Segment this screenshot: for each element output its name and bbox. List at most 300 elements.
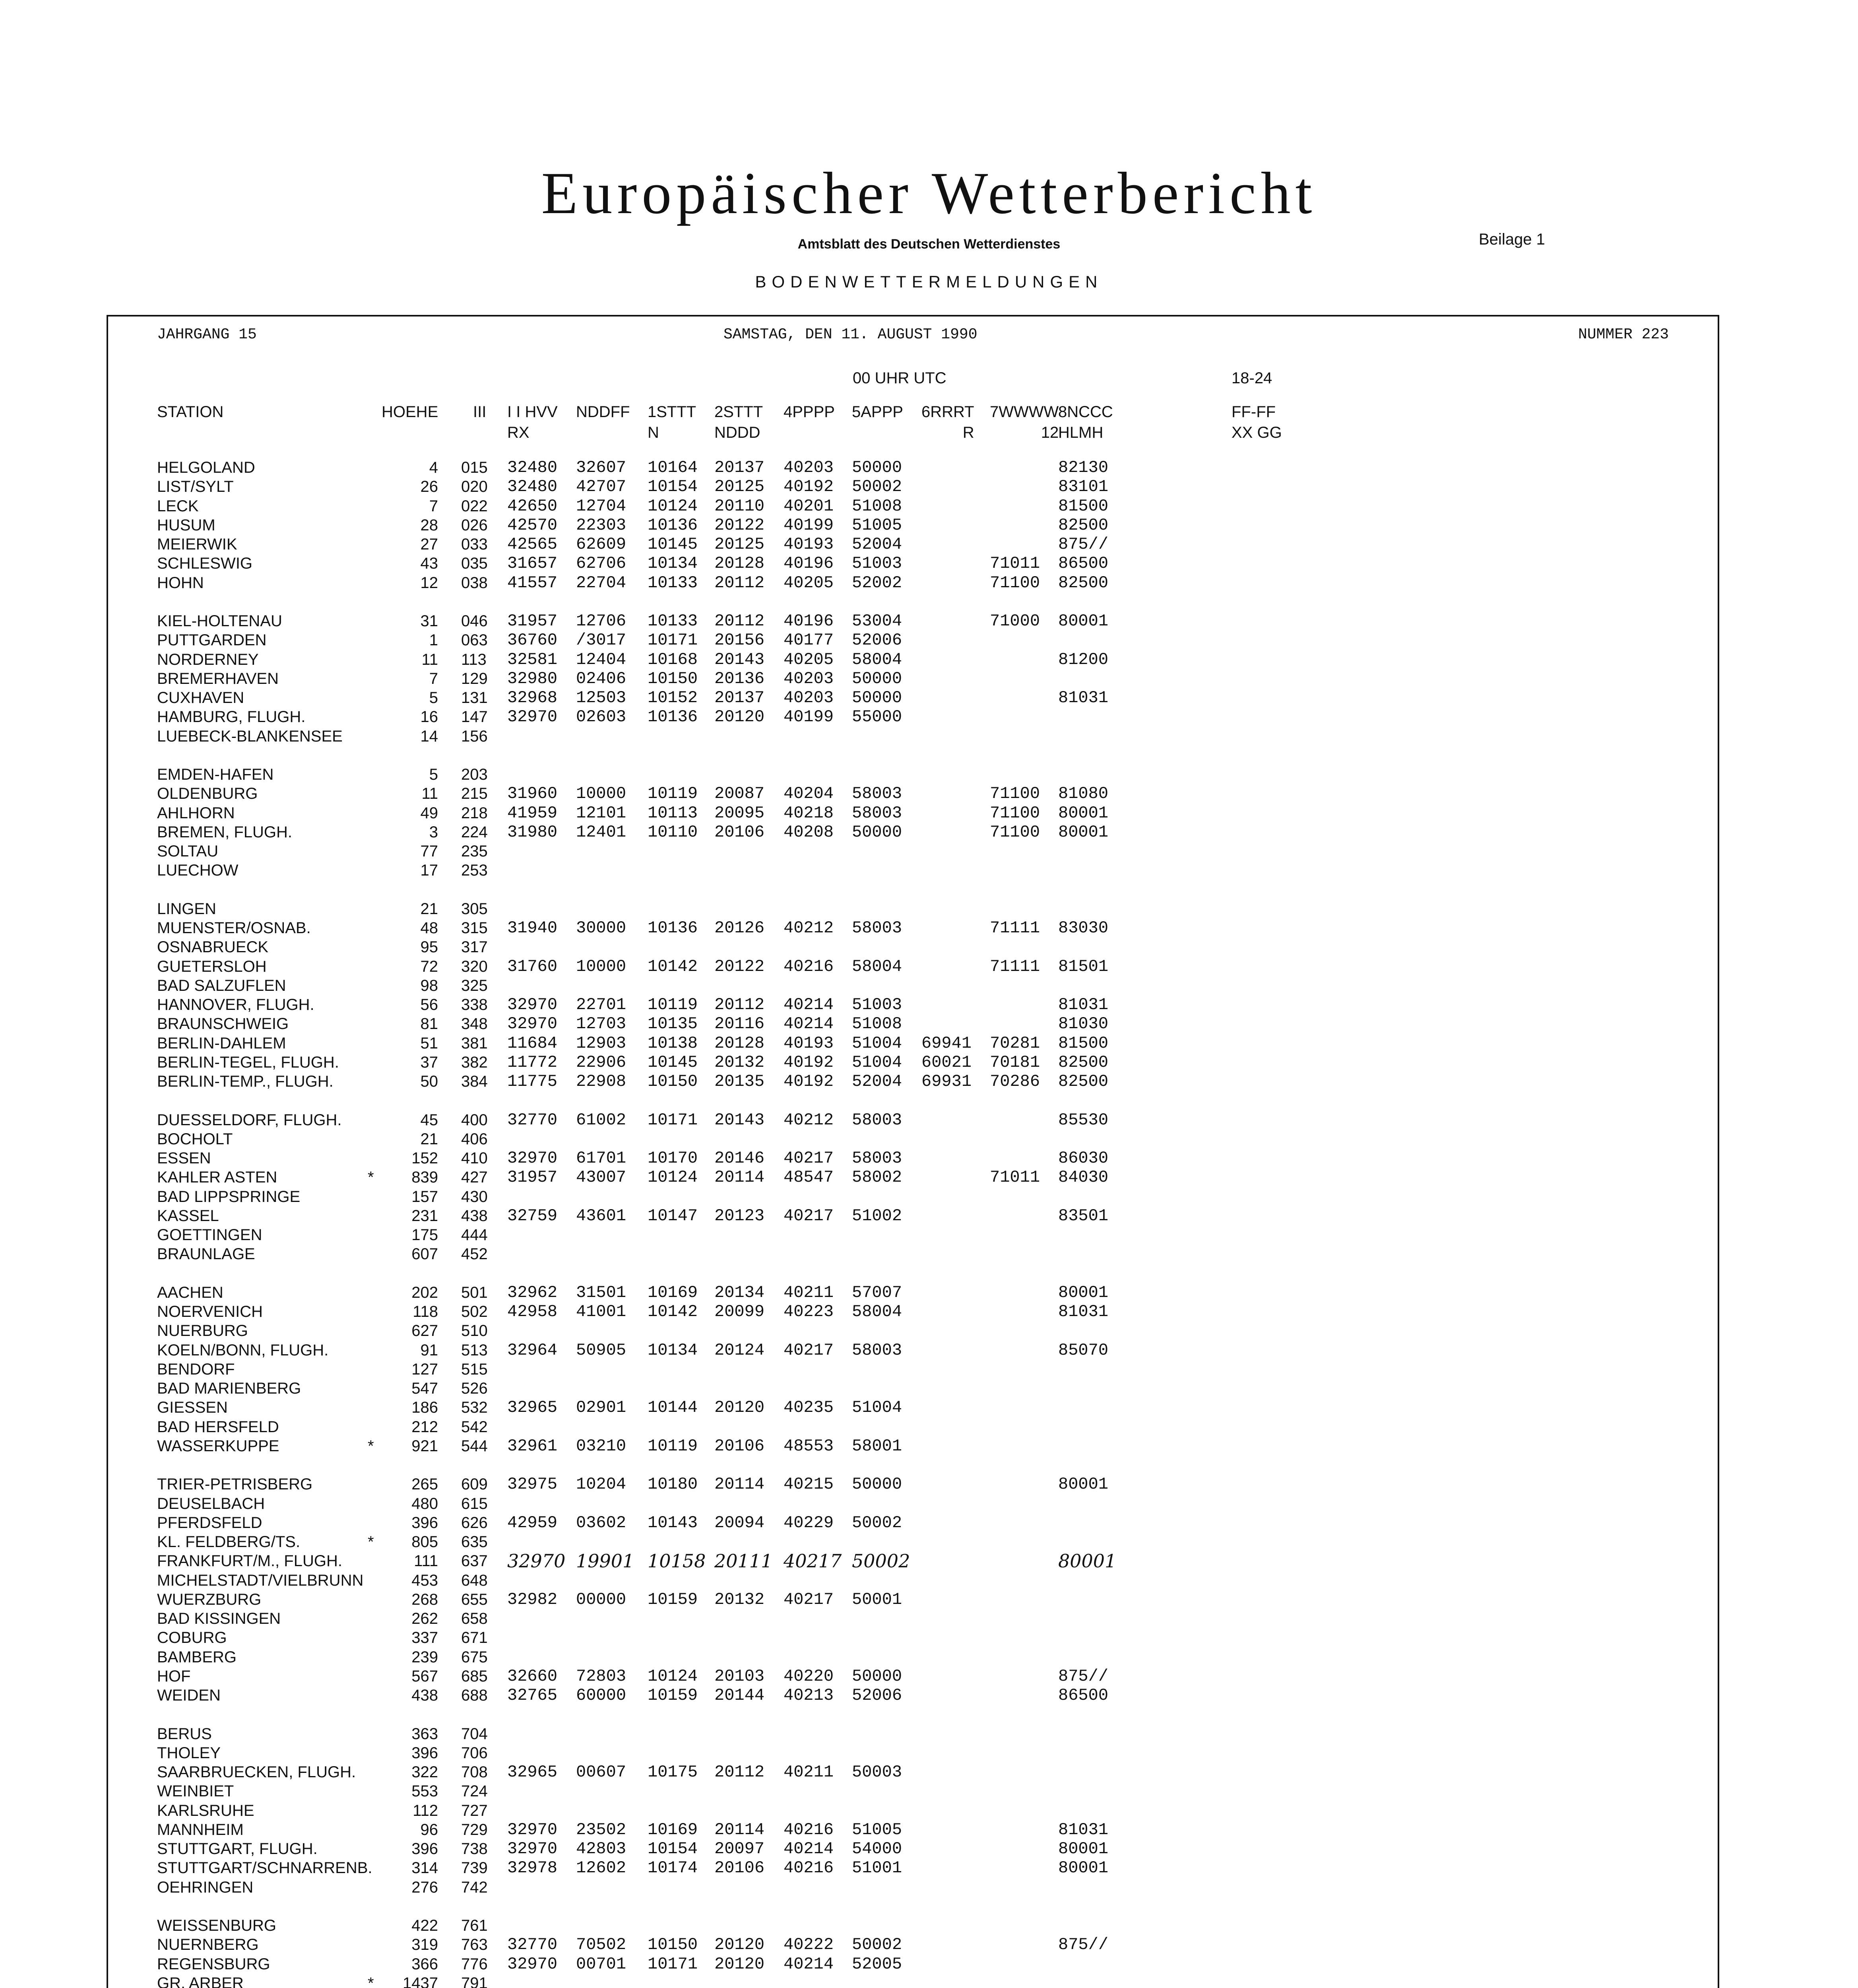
station-hoehe: 839 bbox=[411, 1169, 438, 1186]
val-hvv: 32759 bbox=[507, 1206, 558, 1225]
val-1sttt: 10171 bbox=[648, 1110, 698, 1130]
station-name: BAD SALZUFLEN bbox=[157, 977, 286, 994]
station-name: BOCHOLT bbox=[157, 1130, 233, 1148]
station-hoehe: 322 bbox=[411, 1763, 438, 1781]
mountain-marker: * bbox=[368, 1974, 374, 1988]
val-4pppp: 48547 bbox=[784, 1168, 834, 1187]
table-row bbox=[0, 1206, 1858, 1225]
val-nddff: 19901 bbox=[576, 1550, 634, 1572]
val-2sttt: 20112 bbox=[714, 1763, 765, 1782]
val-nddff: 12704 bbox=[576, 496, 626, 516]
station-name: TRIER-PETRISBERG bbox=[157, 1475, 313, 1493]
table-row bbox=[0, 612, 1858, 631]
val-nddff: 03210 bbox=[576, 1436, 626, 1456]
val-hvv: 32970 bbox=[507, 1954, 558, 1974]
val-8nccc: 80001 bbox=[1058, 1283, 1109, 1302]
station-name: HANNOVER, FLUGH. bbox=[157, 996, 314, 1013]
station-hoehe: 805 bbox=[411, 1533, 438, 1551]
val-4pppp: 40229 bbox=[784, 1513, 834, 1532]
station-hoehe: 438 bbox=[411, 1687, 438, 1704]
table-row bbox=[0, 1437, 1858, 1456]
val-8nccc: 875// bbox=[1058, 535, 1109, 554]
station-hoehe: 567 bbox=[411, 1667, 438, 1685]
table-row bbox=[0, 1168, 1858, 1187]
station-iii: 708 bbox=[461, 1763, 488, 1781]
val-8nccc: 82130 bbox=[1058, 458, 1109, 477]
val-2sttt: 20114 bbox=[714, 1475, 765, 1494]
val-2sttt: 20137 bbox=[714, 458, 765, 477]
val-1sttt: 10171 bbox=[648, 631, 698, 650]
val-5appp: 51004 bbox=[852, 1052, 902, 1072]
val-5appp: 51001 bbox=[852, 1858, 902, 1878]
station-hoehe: 14 bbox=[420, 727, 438, 745]
station-name: NOERVENICH bbox=[157, 1303, 263, 1320]
val-4pppp: 40211 bbox=[784, 1763, 834, 1782]
station-hoehe: 37 bbox=[420, 1053, 438, 1071]
val-4pppp: 40214 bbox=[784, 1014, 834, 1034]
station-iii: 381 bbox=[461, 1034, 488, 1052]
val-6rrrt: 69931 bbox=[921, 1072, 972, 1091]
val-5appp: 51008 bbox=[852, 1014, 902, 1034]
val-nddff: 12401 bbox=[576, 822, 626, 842]
val-2sttt: 20128 bbox=[714, 554, 765, 573]
table-row bbox=[0, 1283, 1858, 1302]
val-nddff: 31501 bbox=[576, 1283, 626, 1302]
val-nddff: 61701 bbox=[576, 1149, 626, 1168]
val-5appp: 50001 bbox=[852, 1590, 902, 1609]
val-nddff: 22701 bbox=[576, 995, 626, 1014]
val-1sttt: 10152 bbox=[648, 688, 698, 707]
station-iii: 510 bbox=[461, 1322, 488, 1340]
val-2sttt: 20156 bbox=[714, 631, 765, 650]
val-1sttt: 10150 bbox=[648, 1935, 698, 1955]
table-row bbox=[0, 1935, 1858, 1954]
val-1sttt: 10168 bbox=[648, 650, 698, 669]
val-1sttt: 10134 bbox=[648, 554, 698, 573]
val-4pppp: 40217 bbox=[784, 1340, 834, 1360]
station-iii: 452 bbox=[461, 1245, 488, 1263]
station-iii: 438 bbox=[461, 1207, 488, 1225]
val-nddff: 12602 bbox=[576, 1858, 626, 1878]
station-hoehe: 12 bbox=[420, 574, 438, 592]
val-5appp: 51004 bbox=[852, 1033, 902, 1053]
station-hoehe: 186 bbox=[411, 1399, 438, 1417]
val-nddff: 12503 bbox=[576, 688, 626, 707]
val-5appp: 58003 bbox=[852, 1149, 902, 1168]
station-name: GOETTINGEN bbox=[157, 1226, 262, 1244]
station-name: BAMBERG bbox=[157, 1648, 237, 1666]
val-hvv: 32581 bbox=[507, 650, 558, 669]
val-5appp: 52004 bbox=[852, 535, 902, 554]
val-nddff: 02406 bbox=[576, 669, 626, 688]
val-4pppp: 40214 bbox=[784, 1839, 834, 1858]
station-name: GIESSEN bbox=[157, 1399, 228, 1417]
station-iii: 113 bbox=[461, 650, 487, 668]
station-name: LUECHOW bbox=[157, 862, 239, 879]
val-nddff: 72803 bbox=[576, 1666, 626, 1686]
station-iii: 382 bbox=[461, 1053, 488, 1071]
val-nddff: 22704 bbox=[576, 573, 626, 592]
val-5appp: 50000 bbox=[852, 458, 902, 477]
val-nddff: 70502 bbox=[576, 1935, 626, 1955]
val-4pppp: 40212 bbox=[784, 1110, 834, 1130]
val-hvv: 42650 bbox=[507, 496, 558, 516]
val-1sttt: 10110 bbox=[648, 822, 698, 842]
val-hvv: 32765 bbox=[507, 1686, 558, 1705]
section-title: BODENWETTERMELDUNGEN bbox=[755, 272, 1103, 291]
station-name: BERLIN-TEMP., FLUGH. bbox=[157, 1073, 334, 1090]
val-8nccc: 82500 bbox=[1058, 573, 1109, 592]
val-5appp: 50002 bbox=[852, 1935, 902, 1955]
station-hoehe: 77 bbox=[420, 843, 438, 860]
val-nddff: 12404 bbox=[576, 650, 626, 669]
val-7wwww: 71011 bbox=[990, 1168, 1040, 1187]
val-nddff: 42707 bbox=[576, 477, 626, 497]
station-hoehe: 175 bbox=[411, 1226, 438, 1244]
station-name: OSNABRUECK bbox=[157, 938, 269, 956]
station-iii: 513 bbox=[461, 1341, 488, 1359]
val-hvv: 42958 bbox=[507, 1302, 558, 1321]
station-iii: 038 bbox=[461, 574, 488, 592]
station-name: HUSUM bbox=[157, 516, 215, 534]
val-1sttt: 10154 bbox=[648, 477, 698, 497]
val-5appp: 50002 bbox=[852, 1513, 902, 1532]
val-5appp: 50000 bbox=[852, 1666, 902, 1686]
time-range: 18-24 bbox=[1232, 369, 1272, 387]
station-name: KL. FELDBERG/TS. bbox=[157, 1533, 301, 1551]
val-4pppp: 40199 bbox=[784, 707, 834, 727]
table-row bbox=[0, 1801, 1858, 1820]
val-nddff: 00000 bbox=[576, 1590, 626, 1609]
table-row bbox=[0, 1360, 1858, 1379]
station-iii: 675 bbox=[461, 1648, 488, 1666]
table-row bbox=[0, 1878, 1858, 1897]
table-row bbox=[0, 1302, 1858, 1321]
val-1sttt: 10134 bbox=[648, 1340, 698, 1360]
val-1sttt: 10124 bbox=[648, 1168, 698, 1187]
station-name: STUTTGART/SCHNARRENB. bbox=[157, 1859, 372, 1877]
table-row bbox=[0, 1072, 1858, 1091]
val-hvv: 31980 bbox=[507, 822, 558, 842]
val-1sttt: 10145 bbox=[648, 535, 698, 554]
val-1sttt: 10119 bbox=[648, 995, 698, 1014]
station-iii: 515 bbox=[461, 1360, 488, 1378]
station-hoehe: 31 bbox=[420, 612, 438, 630]
val-hvv: 36760 bbox=[507, 631, 558, 650]
val-hvv: 32770 bbox=[507, 1935, 558, 1955]
val-8nccc: 82500 bbox=[1058, 515, 1109, 535]
report-title: Europäischer Wetterbericht bbox=[541, 160, 1317, 226]
station-iii: 427 bbox=[461, 1169, 488, 1186]
station-hoehe: 268 bbox=[411, 1590, 438, 1608]
val-nddff: 62706 bbox=[576, 554, 626, 573]
val-4pppp: 40235 bbox=[784, 1398, 834, 1417]
val-2sttt: 20122 bbox=[714, 515, 765, 535]
station-iii: 131 bbox=[461, 689, 488, 707]
val-1sttt: 10119 bbox=[648, 1436, 698, 1456]
val-4pppp: 40196 bbox=[784, 554, 834, 573]
station-iii: 615 bbox=[461, 1495, 488, 1512]
val-4pppp: 40216 bbox=[784, 1858, 834, 1878]
col-ff: FF-FF XX GG bbox=[1232, 403, 1282, 441]
val-4pppp: 40217 bbox=[784, 1590, 834, 1609]
station-iii: 338 bbox=[461, 996, 488, 1013]
val-7wwww: 71111 bbox=[990, 957, 1040, 976]
station-iii: 203 bbox=[461, 766, 488, 783]
val-nddff: 42803 bbox=[576, 1839, 626, 1858]
val-5appp: 50003 bbox=[852, 1763, 902, 1782]
station-hoehe: 5 bbox=[429, 689, 438, 707]
val-2sttt: 20126 bbox=[714, 918, 765, 938]
val-5appp: 51002 bbox=[852, 1206, 902, 1225]
val-5appp: 50000 bbox=[852, 688, 902, 707]
station-iii: 727 bbox=[461, 1802, 488, 1819]
val-8nccc: 83101 bbox=[1058, 477, 1109, 497]
val-hvv: 32968 bbox=[507, 688, 558, 707]
val-6rrrt: 60021 bbox=[921, 1052, 972, 1072]
station-hoehe: 127 bbox=[411, 1360, 438, 1378]
val-hvv: 11772 bbox=[507, 1052, 558, 1072]
val-5appp: 57007 bbox=[852, 1283, 902, 1302]
col-1sttt: 1STTT N bbox=[648, 403, 696, 441]
table-row bbox=[0, 784, 1858, 803]
val-4pppp: 40203 bbox=[784, 688, 834, 707]
table-row bbox=[0, 1628, 1858, 1647]
val-5appp: 51008 bbox=[852, 496, 902, 516]
station-hoehe: 118 bbox=[413, 1303, 438, 1320]
station-hoehe: 48 bbox=[420, 919, 438, 937]
station-hoehe: 28 bbox=[420, 516, 438, 534]
station-iii: 791 bbox=[461, 1974, 488, 1988]
station-name: WASSERKUPPE bbox=[157, 1437, 279, 1455]
table-row bbox=[0, 1724, 1858, 1743]
val-2sttt: 20122 bbox=[714, 957, 765, 976]
val-2sttt: 20144 bbox=[714, 1686, 765, 1705]
station-hoehe: 314 bbox=[411, 1859, 438, 1877]
col-7wwww: 7WWWW 12 bbox=[990, 403, 1059, 441]
val-8nccc: 80001 bbox=[1058, 1858, 1109, 1878]
station-hoehe: 98 bbox=[420, 977, 438, 994]
val-nddff: 03602 bbox=[576, 1513, 626, 1532]
val-8nccc: 81031 bbox=[1058, 688, 1109, 707]
col-iii: III bbox=[473, 403, 487, 421]
val-nddff: 30000 bbox=[576, 918, 626, 938]
station-hoehe: 262 bbox=[411, 1610, 438, 1627]
station-iii: 542 bbox=[461, 1418, 488, 1436]
col-5appp: 5APPP bbox=[852, 403, 903, 421]
val-2sttt: 20095 bbox=[714, 803, 765, 823]
station-iii: 015 bbox=[461, 459, 488, 476]
val-5appp: 50000 bbox=[852, 1475, 902, 1494]
val-8nccc: 86500 bbox=[1058, 554, 1109, 573]
station-name: BRAUNSCHWEIG bbox=[157, 1015, 289, 1033]
station-hoehe: 5 bbox=[429, 766, 438, 783]
val-2sttt: 20112 bbox=[714, 612, 765, 631]
station-hoehe: 276 bbox=[411, 1878, 438, 1896]
val-2sttt: 20146 bbox=[714, 1149, 765, 1168]
val-hvv: 32975 bbox=[507, 1475, 558, 1494]
val-hvv: 32961 bbox=[507, 1436, 558, 1456]
table-row bbox=[0, 1532, 1858, 1551]
val-2sttt: 20120 bbox=[714, 707, 765, 727]
table-row bbox=[0, 1974, 1858, 1988]
val-hvv: 42959 bbox=[507, 1513, 558, 1532]
station-iii: 320 bbox=[461, 957, 488, 975]
table-row bbox=[0, 631, 1858, 650]
val-1sttt: 10159 bbox=[648, 1590, 698, 1609]
val-hvv: 32970 bbox=[507, 995, 558, 1014]
val-4pppp: 40203 bbox=[784, 669, 834, 688]
val-hvv: 31760 bbox=[507, 957, 558, 976]
station-hoehe: 453 bbox=[411, 1571, 438, 1589]
val-2sttt: 20125 bbox=[714, 535, 765, 554]
station-iii: 253 bbox=[461, 862, 488, 879]
station-iii: 156 bbox=[461, 727, 488, 745]
val-nddff: 62609 bbox=[576, 535, 626, 554]
station-hoehe: 265 bbox=[411, 1475, 438, 1493]
station-hoehe: 363 bbox=[411, 1725, 438, 1743]
report-subtitle: Amtsblatt des Deutschen Wetterdienstes bbox=[797, 237, 1061, 252]
station-iii: 035 bbox=[461, 555, 488, 573]
table-row bbox=[0, 477, 1858, 496]
val-4pppp: 40192 bbox=[784, 1052, 834, 1072]
val-nddff: 10000 bbox=[576, 957, 626, 976]
station-hoehe: 239 bbox=[411, 1648, 438, 1666]
val-nddff: 60000 bbox=[576, 1686, 626, 1705]
val-8nccc: 80001 bbox=[1058, 803, 1109, 823]
table-row bbox=[0, 727, 1858, 746]
val-2sttt: 20120 bbox=[714, 1935, 765, 1955]
val-4pppp: 40216 bbox=[784, 957, 834, 976]
station-hoehe: 81 bbox=[420, 1015, 438, 1033]
val-2sttt: 20132 bbox=[714, 1590, 765, 1609]
val-8nccc: 86030 bbox=[1058, 1149, 1109, 1168]
val-5appp: 58004 bbox=[852, 1302, 902, 1321]
station-hoehe: 27 bbox=[420, 536, 438, 553]
station-hoehe: 43 bbox=[420, 555, 438, 573]
val-2sttt: 20143 bbox=[714, 650, 765, 669]
table-row bbox=[0, 938, 1858, 957]
station-hoehe: 152 bbox=[411, 1149, 438, 1167]
val-2sttt: 20094 bbox=[714, 1513, 765, 1532]
table-row bbox=[0, 1379, 1858, 1398]
station-hoehe: 21 bbox=[420, 900, 438, 918]
val-4pppp: 48553 bbox=[784, 1436, 834, 1456]
table-row bbox=[0, 1648, 1858, 1667]
val-2sttt: 20114 bbox=[714, 1168, 765, 1187]
station-iii: 739 bbox=[461, 1859, 488, 1877]
val-8nccc: 83501 bbox=[1058, 1206, 1109, 1225]
station-iii: 410 bbox=[461, 1149, 488, 1167]
station-name: SAARBRUECKEN, FLUGH. bbox=[157, 1763, 356, 1781]
val-5appp: 51003 bbox=[852, 554, 902, 573]
val-5appp: 50002 bbox=[852, 477, 902, 497]
table-row bbox=[0, 650, 1858, 669]
station-name: GUETERSLOH bbox=[157, 957, 267, 975]
station-name: MICHELSTADT/VIELBRUNN bbox=[157, 1571, 364, 1589]
jahrgang: JAHRGANG 15 bbox=[157, 326, 257, 343]
station-iii: 502 bbox=[461, 1303, 488, 1320]
val-4pppp: 40201 bbox=[784, 496, 834, 516]
mountain-marker: * bbox=[368, 1437, 374, 1455]
val-4pppp: 40205 bbox=[784, 573, 834, 592]
val-nddff: 12703 bbox=[576, 1014, 626, 1034]
val-7wwww: 71000 bbox=[990, 612, 1040, 631]
val-8nccc: 80001 bbox=[1058, 1550, 1117, 1572]
station-name: BAD KISSINGEN bbox=[157, 1610, 281, 1627]
table-row bbox=[0, 1609, 1858, 1628]
val-4pppp: 40216 bbox=[784, 1820, 834, 1839]
table-row bbox=[0, 1551, 1858, 1571]
val-nddff: 10000 bbox=[576, 784, 626, 804]
val-8nccc: 81200 bbox=[1058, 650, 1109, 669]
val-8nccc: 80001 bbox=[1058, 822, 1109, 842]
col-hvv: I I HVV RX bbox=[507, 403, 558, 441]
station-iii: 635 bbox=[461, 1533, 488, 1551]
station-iii: 763 bbox=[461, 1936, 488, 1954]
table-row bbox=[0, 1590, 1858, 1609]
station-iii: 235 bbox=[461, 843, 488, 860]
val-5appp: 58004 bbox=[852, 957, 902, 976]
station-hoehe: 480 bbox=[411, 1495, 438, 1512]
val-nddff: 32607 bbox=[576, 458, 626, 477]
val-hvv: 32964 bbox=[507, 1340, 558, 1360]
station-name: CUXHAVEN bbox=[157, 689, 244, 707]
val-7wwww: 71100 bbox=[990, 573, 1040, 592]
station-name: BERLIN-TEGEL, FLUGH. bbox=[157, 1053, 339, 1071]
val-5appp: 51005 bbox=[852, 1820, 902, 1839]
val-1sttt: 10158 bbox=[648, 1550, 706, 1572]
station-name: FRANKFURT/M., FLUGH. bbox=[157, 1552, 342, 1570]
val-hvv: 11684 bbox=[507, 1033, 558, 1053]
station-name: GR. ARBER bbox=[157, 1974, 244, 1988]
station-iii: 706 bbox=[461, 1744, 488, 1762]
table-row bbox=[0, 1225, 1858, 1244]
table-row bbox=[0, 1130, 1858, 1149]
val-8nccc: 85530 bbox=[1058, 1110, 1109, 1130]
table-row bbox=[0, 1820, 1858, 1839]
table-row bbox=[0, 861, 1858, 880]
station-name: MEIERWIK bbox=[157, 536, 237, 553]
station-hoehe: 319 bbox=[411, 1936, 438, 1954]
station-iii: 325 bbox=[461, 977, 488, 994]
val-1sttt: 10169 bbox=[648, 1283, 698, 1302]
station-iii: 444 bbox=[461, 1226, 488, 1244]
val-4pppp: 40212 bbox=[784, 918, 834, 938]
station-name: WEINBIET bbox=[157, 1782, 234, 1800]
table-row bbox=[0, 1034, 1858, 1053]
table-row bbox=[0, 497, 1858, 516]
station-hoehe: 1437 bbox=[403, 1974, 438, 1988]
val-nddff: 50905 bbox=[576, 1340, 626, 1360]
station-hoehe: 72 bbox=[420, 957, 438, 975]
station-name: LINGEN bbox=[157, 900, 216, 918]
val-8nccc: 83030 bbox=[1058, 918, 1109, 938]
station-hoehe: 157 bbox=[411, 1188, 438, 1206]
val-2sttt: 20087 bbox=[714, 784, 765, 804]
station-hoehe: 366 bbox=[411, 1955, 438, 1973]
station-hoehe: 21 bbox=[420, 1130, 438, 1148]
station-hoehe: 7 bbox=[429, 670, 438, 687]
val-2sttt: 20112 bbox=[714, 573, 765, 592]
table-row bbox=[0, 1571, 1858, 1590]
val-2sttt: 20125 bbox=[714, 477, 765, 497]
station-name: LUEBECK-BLANKENSEE bbox=[157, 727, 343, 745]
station-name: WUERZBURG bbox=[157, 1590, 262, 1608]
val-1sttt: 10136 bbox=[648, 515, 698, 535]
val-nddff: 00607 bbox=[576, 1763, 626, 1782]
station-iii: 129 bbox=[461, 670, 488, 687]
